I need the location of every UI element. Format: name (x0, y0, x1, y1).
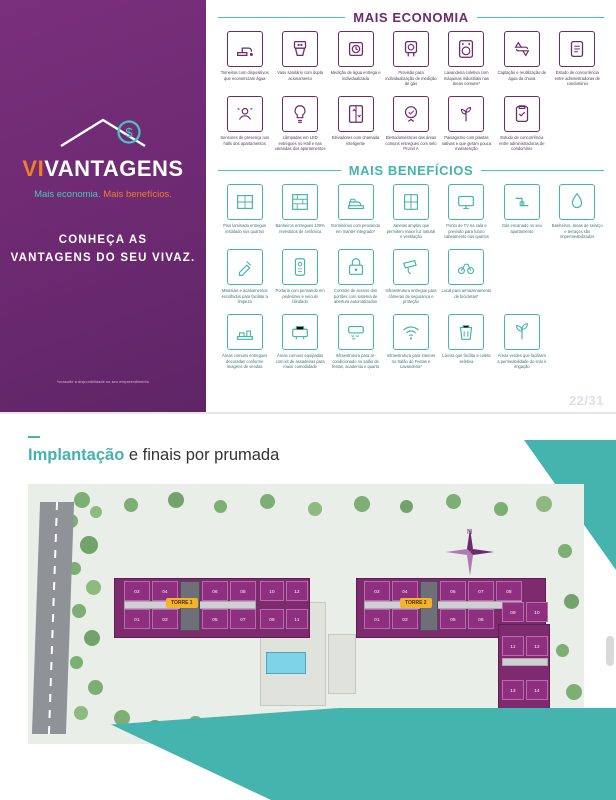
unit: 08 (230, 581, 256, 601)
beneficio-item (551, 184, 604, 245)
compass-rose-icon (442, 524, 498, 580)
corridor (364, 601, 522, 609)
ceramic-wall-icon (282, 184, 318, 220)
beneficio-item-caption: Infraestrutura para ar-condicionado no salão de festas, academia e quarto (332, 353, 380, 370)
beneficio-item-caption: Gás encanado no seu apartamento (501, 223, 542, 234)
recycling-bin-icon (448, 314, 484, 350)
bike-rack-icon (448, 249, 484, 285)
economia-item-caption: Sensores de presença nos halls dos apartamentos (220, 135, 270, 146)
beneficio-item-caption: Controle de acesso dos portões com sistema de abertura automatizados (333, 288, 378, 305)
beneficio-item (495, 314, 548, 375)
brand-word-main: VANTAGENS (44, 156, 184, 181)
beneficios-icon-grid (218, 184, 604, 375)
bedroom-icon (338, 184, 374, 220)
landscaping-icon (448, 96, 484, 132)
beneficio-item (440, 184, 493, 245)
economia-item (329, 31, 382, 92)
beneficio-item (273, 249, 326, 310)
svg-text:$: $ (125, 125, 133, 140)
economia-item-caption: Estudo de concorrência entre administradoras de condomínio (499, 135, 545, 152)
corridor (502, 658, 548, 666)
unit: 05 (202, 609, 228, 629)
led-lamp-icon (282, 96, 318, 132)
elevator-icon (338, 96, 374, 132)
beneficio-item-caption: Lixeira que facilita a coleta seletiva (442, 353, 491, 364)
economia-item-caption: Estudo de concorrência entre administradoras de condomínio (554, 70, 600, 87)
title-accent-rule (28, 436, 40, 438)
beneficio-item-caption: Janelas amplas que permitem maior luz natural e ventilação (386, 223, 436, 240)
window-icon (393, 184, 429, 220)
economia-item (273, 31, 326, 92)
unit: 04 (392, 581, 418, 601)
beneficio-item (329, 184, 382, 245)
footer-teal-band (0, 708, 616, 800)
beneficio-item-caption: Áreas comuns entregues decoradas conforme imagens de vendas (221, 353, 268, 370)
plaza-area-2 (328, 634, 356, 694)
unit: 02 (124, 581, 150, 601)
beneficio-item-caption: Piso laminado entregue instalado nos quartos (223, 223, 267, 234)
section-header-beneficios (218, 163, 604, 178)
unit: 04 (152, 581, 178, 601)
footer-band-shape (0, 708, 616, 800)
beneficio-item-caption: Infraestrutura entregue para câmeras de segurança e proteção (385, 288, 437, 305)
economia-item-caption: Lavanderia coletiva com máquinas industriais nas áreas comuns* (443, 70, 489, 87)
divider-left (218, 17, 345, 18)
beneficio-item-caption: Dormitórios com pensando em manter integrado* (331, 223, 381, 234)
divider-right (477, 17, 604, 18)
unit: 11 (286, 609, 308, 629)
beneficio-item (218, 249, 271, 310)
economia-item (218, 96, 271, 157)
brand-wordmark (22, 156, 183, 182)
unit: 07 (468, 581, 494, 601)
economia-item-caption: Medição de água entrega e individualizada (330, 70, 381, 81)
page-title-rest: e finais por prumada (124, 446, 280, 464)
motion-sensor-icon (227, 96, 263, 132)
unit: 08 (496, 581, 522, 601)
economia-item (384, 96, 437, 157)
economia-item-caption: Paisagismo com plantas nativas e que geram pouca manutenção (441, 135, 492, 152)
slide1-content-panel (206, 0, 616, 412)
economia-item-caption: Vaso sanitário com dupla acionamento (277, 70, 323, 81)
economia-item-spacer (551, 96, 604, 157)
economia-item-caption: Captação e reutilização de água da chuva (497, 70, 547, 81)
page-number: 22/31 (568, 393, 604, 408)
beneficio-item-spacer (495, 249, 548, 310)
clipboard-check-icon (504, 96, 540, 132)
tv-point-icon (448, 184, 484, 220)
brand-tagline (34, 189, 172, 200)
beneficio-item-caption: Áreas verdes que facilitam a permeabilidade do solo e irrigação (497, 353, 547, 370)
economia-item (495, 31, 548, 92)
unit: 07 (230, 609, 256, 629)
beneficio-item (218, 184, 271, 245)
economia-item-caption: Torneiras com dispositivos que economizam água (220, 70, 269, 81)
tower-2-label: TORRE 2 (400, 598, 432, 608)
divider-right (481, 170, 604, 171)
unit: 13 (502, 680, 524, 700)
beneficio-item-spacer (551, 249, 604, 310)
beneficio-item-caption: Áreas comuns equipadas com kit de assadeiras para maior comodidade (275, 353, 325, 370)
beneficio-item (384, 184, 437, 245)
tower-1-label: TORRE 1 (166, 598, 198, 608)
unit: 10 (260, 581, 284, 601)
economia-item (218, 31, 271, 92)
beneficio-item (329, 314, 382, 375)
economia-item (495, 96, 548, 157)
beneficio-item-caption: Ponto de TV na sala e previsão para futuro cabeamento nos quartos (443, 223, 489, 240)
economia-item (440, 31, 493, 92)
brand-tagline-b: Mais benefícios. (103, 189, 172, 200)
unit: 03 (392, 609, 418, 629)
beneficio-item (495, 184, 548, 245)
slide-implantacao (0, 412, 616, 800)
beneficio-item (218, 314, 271, 375)
unit: 02 (364, 581, 390, 601)
laundry-machine-icon (448, 31, 484, 67)
beneficio-item-caption: Infraestrutura para internet no Salão de Festas e Lavanderia* (386, 353, 436, 370)
finish-materials-icon (227, 249, 263, 285)
economia-icon-grid (218, 31, 604, 157)
beneficio-item-caption: Banheiros entregues 100% revestidos de cerâmica (275, 223, 325, 234)
playground-kit-icon (282, 314, 318, 350)
house-dollar-icon (43, 112, 163, 154)
unit: 09 (260, 609, 284, 629)
page-title (28, 446, 279, 465)
site-plan-map (28, 484, 584, 744)
economia-item-caption: Lâmpadas em LED entregues no Hall e nas varandas dos apartamentos (274, 135, 326, 152)
bathroom-tile-icon (227, 184, 263, 220)
faucet-icon (227, 31, 263, 67)
divider-left (218, 170, 341, 171)
beneficio-item (329, 249, 382, 310)
gas-pipe-icon (504, 184, 540, 220)
unit: 06 (202, 581, 228, 601)
security-camera-icon (393, 249, 429, 285)
economia-item (329, 96, 382, 157)
economia-item-caption: Elevadores com chamada inteligente (331, 135, 380, 146)
beneficio-item-caption: Materiais e acabamentos escolhidos para facilitar a limpeza (221, 288, 268, 305)
beneficio-item (384, 314, 437, 375)
unit: 05 (440, 609, 466, 629)
economia-item (273, 96, 326, 157)
unit: 10 (526, 602, 548, 622)
beneficio-item (440, 249, 493, 310)
unit: 06 (440, 581, 466, 601)
beneficio-item (273, 184, 326, 245)
unit: 11 (502, 636, 524, 656)
cta-line-2: VANTAGENS DO SEU VIVAZ. (10, 251, 196, 264)
unit: 01 (364, 609, 390, 629)
waterproof-icon (559, 184, 595, 220)
internet-infra-icon (393, 314, 429, 350)
unit: 12 (526, 636, 548, 656)
air-conditioning-icon (338, 314, 374, 350)
slide1-brand-panel (0, 0, 206, 412)
beneficio-item (273, 314, 326, 375)
appliance-seal-icon (393, 96, 429, 132)
unit: 03 (152, 609, 178, 629)
economia-item (551, 31, 604, 92)
section-title-economia: MAIS ECONOMIA (353, 10, 469, 25)
brand-tagline-a: Mais economia. (34, 189, 101, 200)
section-title-beneficios: MAIS BENEFÍCIOS (348, 163, 474, 178)
economia-item-caption: Eletrodomésticos das áreas comuns entregues com selo Procel A (385, 135, 437, 152)
economia-item-caption: Previsão para individualização de medição de gás (385, 70, 437, 87)
gas-meter-icon (393, 31, 429, 67)
beneficio-item-caption: Portaria com pensando em pedestres e veículo blindado (275, 288, 325, 305)
water-meter-icon (338, 31, 374, 67)
beneficio-item (384, 249, 437, 310)
unit: 01 (124, 609, 150, 629)
beneficio-item (440, 314, 493, 375)
slide1-footnote: *consulte a disponibilidade no seu empreendimento (56, 380, 150, 384)
intercom-icon (282, 249, 318, 285)
access-control-icon (338, 249, 374, 285)
unit: 12 (286, 581, 308, 601)
beneficio-item-spacer (551, 314, 604, 375)
brand-word-prefix: VI (22, 156, 45, 181)
unit: 14 (526, 680, 548, 700)
unit: 09 (502, 602, 524, 622)
section-header-economia (218, 10, 604, 25)
swimming-pool (266, 652, 306, 674)
svg-text:N: N (467, 529, 473, 536)
rain-recycle-icon (504, 31, 540, 67)
beneficio-item-caption: Banheiros, áreas de serviço e terraços são impermeabilizados (551, 223, 603, 240)
slide1-cta (11, 232, 196, 268)
unit: 06 (468, 609, 494, 629)
scrollbar-thumb[interactable] (606, 636, 614, 666)
beneficio-item-caption: Local para armazenamento de bicicletas* (441, 288, 492, 299)
cta-line-1: CONHEÇA AS (58, 234, 148, 246)
condo-study-icon (559, 31, 595, 67)
page-title-accent: Implantação (28, 446, 125, 464)
economia-item (384, 31, 437, 92)
toilet-icon (282, 31, 318, 67)
green-area-icon (504, 314, 540, 350)
decorated-common-icon (227, 314, 263, 350)
economia-item (440, 96, 493, 157)
